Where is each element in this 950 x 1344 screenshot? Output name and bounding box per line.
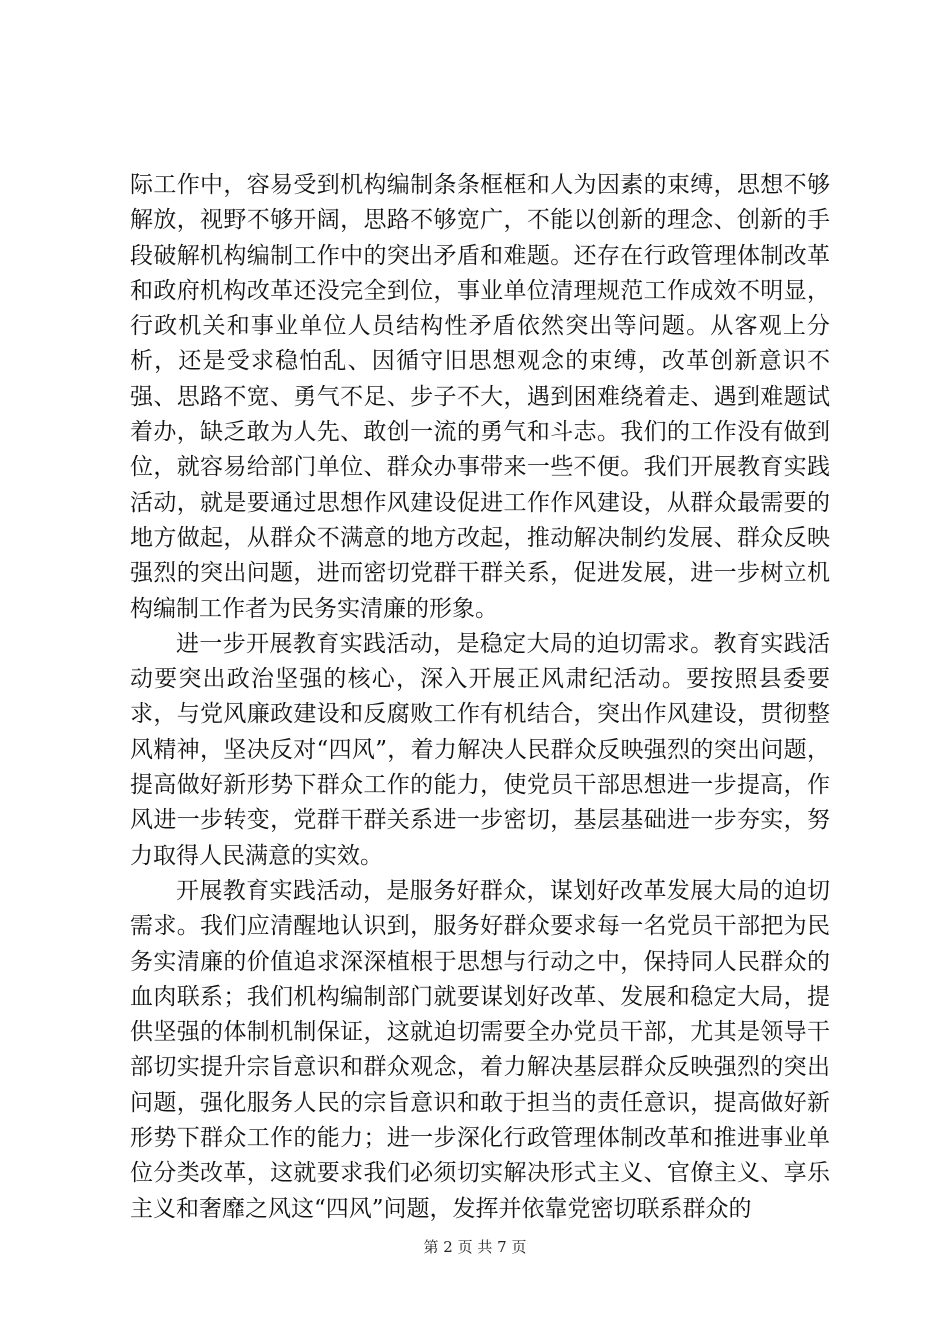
paragraph-2: 进一步开展教育实践活动，是稳定大局的迫切需求。教育实践活动要突出政治坚强的核心，深入开展正风肃纪活动。要按照县委要求，与党风廉政建设和反腐败工作有机结合，突出作风建设，贯彻整风精神，坚决反对“四风”，着力解决人民群众反映强烈的突出问题，提高做好新形势下群众工作的能力，使党员干部思想进一步提高，作风进一步转变，党群干群关系进一步密切，基层基础进一步夯实，努力取得人民满意的实效。	[130, 630, 830, 869]
page-number-label: 第 2 页 共 7 页	[423, 1238, 527, 1256]
page-footer	[0, 1236, 950, 1257]
paragraph-3: 开展教育实践活动，是服务好群众，谋划好改革发展大局的迫切需求。我们应清醒地认识到，服务好群众要求每一名党员干部把为民务实清廉的价值追求深深植根于思想与行动之中，保持同人民群众的血肉联系；我们机构编制部门就要谋划好改革、发展和稳定大局，提供坚强的体制机制保证，这就迫切需要全办党员干部，尤其是领导干部切实提升宗旨意识和群众观念，着力解决基层群众反映强烈的突出问题，强化服务人民的宗旨意识和敢于担当的责任意识，提高做好新形势下群众工作的能力；进一步深化行政管理体制改革和推进事业单位分类改革，这就要求我们必须切实解决形式主义、官僚主义、享乐主义和奢靡之风这“四风”问题，发挥并依靠党密切联系群众的	[130, 877, 830, 1222]
paragraph-1: 际工作中，容易受到机构编制条条框框和人为因素的束缚，思想不够解放，视野不够开阔，思路不够宽广，不能以创新的理念、创新的手段破解机构编制工作中的突出矛盾和难题。还存在行政管理体制改革和政府机构改革还没完全到位，事业单位清理规范工作成效不明显，行政机关和事业单位人员结构性矛盾依然突出等问题。从客观上分析，还是受求稳怕乱、因循守旧思想观念的束缚，改革创新意识不强、思路不宽、勇气不足、步子不大，遇到困难绕着走、遇到难题试着办，缺乏敢为人先、敢创一流的勇气和斗志。我们的工作没有做到位，就容易给部门单位、群众办事带来一些不便。我们开展教育实践活动，就是要通过思想作风建设促进工作作风建设，从群众最需要的地方做起，从群众不满意的地方改起，推动解决制约发展、群众反映强烈的突出问题，进而密切党群干群关系，促进发展，进一步树立机构编制工作者为民务实清廉的形象。	[130, 172, 830, 622]
document-body	[130, 168, 830, 1227]
